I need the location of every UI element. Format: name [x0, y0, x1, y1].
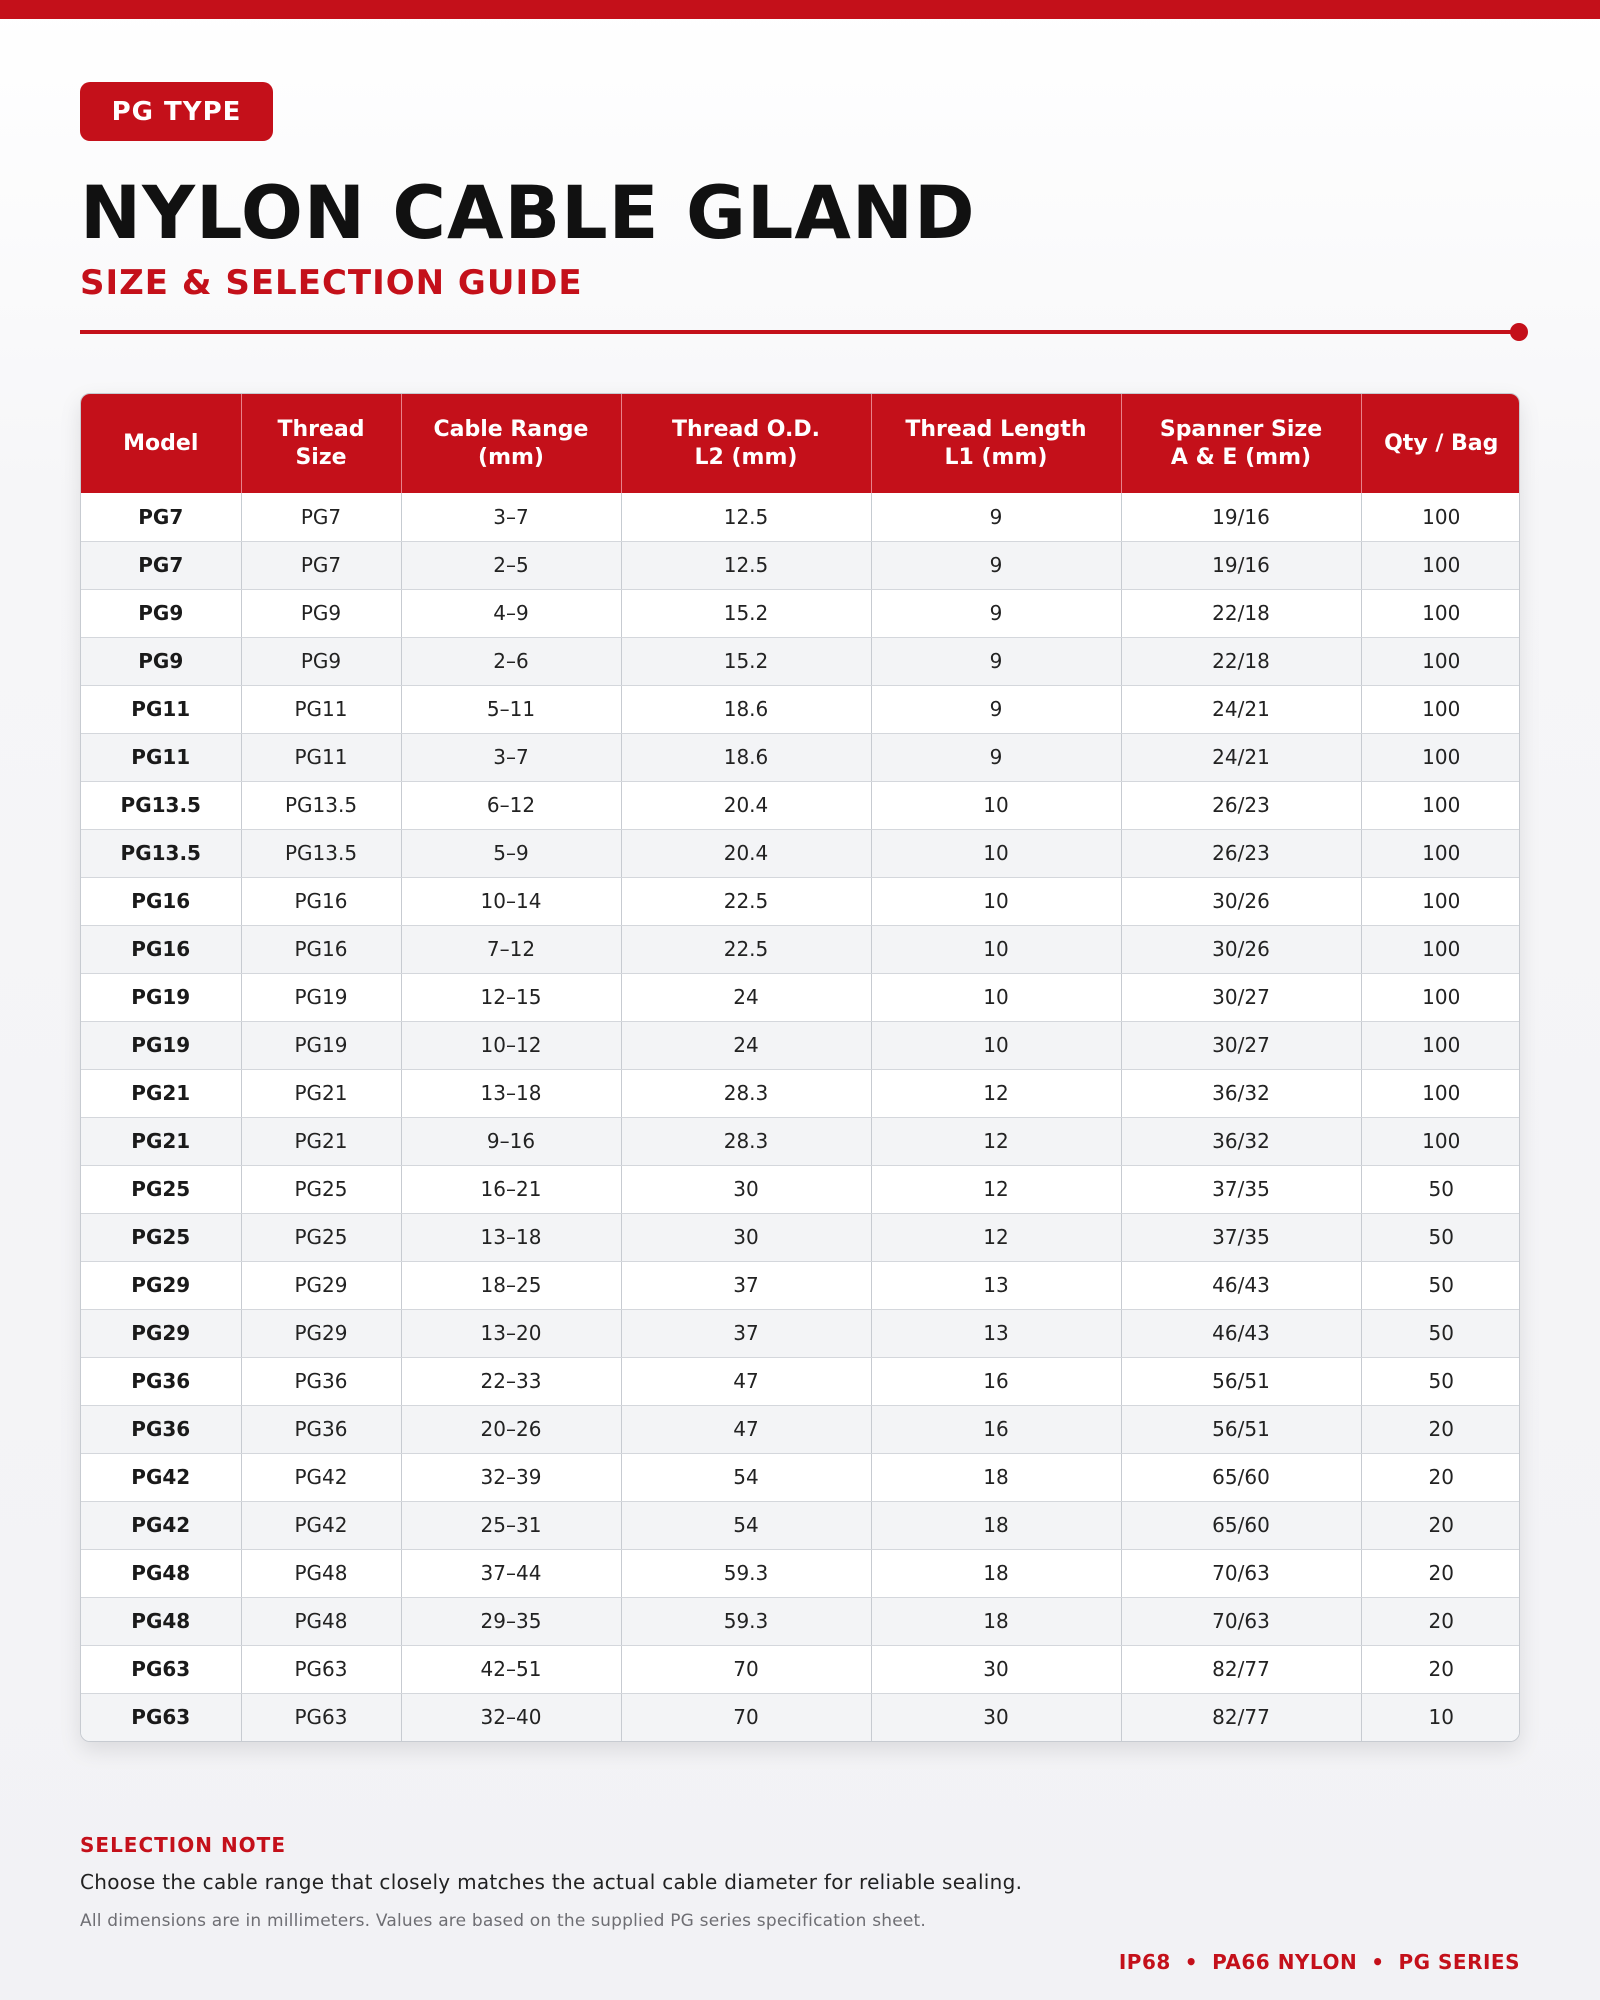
table-row	[81, 1357, 1520, 1405]
table-cell: PG9	[81, 589, 241, 637]
table-row	[81, 877, 1520, 925]
table-cell: PG13.5	[81, 829, 241, 877]
table-cell: 100	[1361, 829, 1520, 877]
table-cell: 100	[1361, 589, 1520, 637]
table-cell: PG19	[241, 973, 401, 1021]
table-cell: 10	[871, 925, 1121, 973]
table-cell: 100	[1361, 685, 1520, 733]
table-row	[81, 829, 1520, 877]
table-cell: PG19	[81, 1021, 241, 1069]
table-cell: 15.2	[621, 589, 871, 637]
table-cell: 54	[621, 1453, 871, 1501]
table-cell: 28.3	[621, 1117, 871, 1165]
table-cell: 50	[1361, 1213, 1520, 1261]
table-cell: PG7	[81, 541, 241, 589]
table-cell: 50	[1361, 1165, 1520, 1213]
table-row	[81, 541, 1520, 589]
column-header	[1361, 394, 1520, 493]
table-cell: PG9	[81, 637, 241, 685]
table-cell: 32–40	[401, 1693, 621, 1741]
size-table-container	[80, 393, 1520, 1742]
table-cell: 59.3	[621, 1597, 871, 1645]
table-cell: 82/77	[1121, 1645, 1361, 1693]
table-cell: 50	[1361, 1357, 1520, 1405]
table-cell: 100	[1361, 493, 1520, 541]
table-cell: 9	[871, 637, 1121, 685]
table-cell: 12.5	[621, 541, 871, 589]
table-cell: 65/60	[1121, 1453, 1361, 1501]
table-cell: 100	[1361, 733, 1520, 781]
table-cell: 30/27	[1121, 1021, 1361, 1069]
table-cell: PG9	[241, 589, 401, 637]
table-row	[81, 1549, 1520, 1597]
table-cell: 22.5	[621, 877, 871, 925]
table-cell: 20–26	[401, 1405, 621, 1453]
table-header	[81, 394, 1520, 493]
table-cell: PG25	[241, 1165, 401, 1213]
table-cell: 32–39	[401, 1453, 621, 1501]
page-title: NYLON CABLE GLAND	[80, 171, 976, 256]
table-cell: 100	[1361, 637, 1520, 685]
table-cell: 37	[621, 1309, 871, 1357]
table-cell: PG48	[81, 1549, 241, 1597]
table-cell: PG29	[81, 1261, 241, 1309]
table-cell: 37/35	[1121, 1165, 1361, 1213]
table-cell: 12	[871, 1213, 1121, 1261]
table-cell: PG63	[81, 1693, 241, 1741]
table-cell: PG48	[241, 1597, 401, 1645]
table-cell: 12	[871, 1117, 1121, 1165]
table-cell: 29–35	[401, 1597, 621, 1645]
table-cell: 20	[1361, 1645, 1520, 1693]
column-header-line: Thread Length	[905, 416, 1087, 442]
table-cell: PG21	[81, 1069, 241, 1117]
column-header-line: A & E (mm)	[1170, 444, 1312, 470]
table-cell: PG13.5	[241, 829, 401, 877]
table-cell: 56/51	[1121, 1405, 1361, 1453]
table-cell: 13–18	[401, 1069, 621, 1117]
table-row	[81, 1261, 1520, 1309]
table-cell: PG29	[241, 1261, 401, 1309]
column-header-line: Thread O.D.	[672, 416, 820, 442]
table-cell: 30/26	[1121, 877, 1361, 925]
footer-tag: PA66 NYLON	[1212, 1950, 1358, 1974]
table-cell: 5–11	[401, 685, 621, 733]
table-row	[81, 685, 1520, 733]
table-cell: 30	[621, 1213, 871, 1261]
column-header	[871, 394, 1121, 493]
column-header-line: Qty / Bag	[1384, 430, 1499, 456]
table-row	[81, 1213, 1520, 1261]
top-accent-bar	[0, 0, 1600, 19]
table-cell: PG13.5	[81, 781, 241, 829]
column-header-line: Model	[123, 430, 199, 456]
table-cell: PG42	[81, 1501, 241, 1549]
table-cell: PG36	[241, 1405, 401, 1453]
table-cell: 70/63	[1121, 1549, 1361, 1597]
table-cell: 24/21	[1121, 685, 1361, 733]
table-cell: 22/18	[1121, 637, 1361, 685]
table-cell: 30/26	[1121, 925, 1361, 973]
table-cell: 12	[871, 1165, 1121, 1213]
column-header-line: Spanner Size	[1159, 416, 1323, 442]
table-cell: 10–12	[401, 1021, 621, 1069]
table-cell: 100	[1361, 1021, 1520, 1069]
table-cell: 9	[871, 589, 1121, 637]
table-cell: 9	[871, 493, 1121, 541]
table-cell: 4–9	[401, 589, 621, 637]
table-cell: 46/43	[1121, 1261, 1361, 1309]
table-cell: PG19	[81, 973, 241, 1021]
size-table	[81, 394, 1520, 1741]
table-cell: 20	[1361, 1501, 1520, 1549]
table-cell: PG13.5	[241, 781, 401, 829]
table-cell: 20.4	[621, 781, 871, 829]
table-cell: PG42	[241, 1453, 401, 1501]
table-cell: 100	[1361, 781, 1520, 829]
page-subtitle: SIZE & SELECTION GUIDE	[80, 263, 583, 303]
table-cell: 9	[871, 685, 1121, 733]
table-cell: 22/18	[1121, 589, 1361, 637]
table-cell: PG48	[241, 1549, 401, 1597]
table-cell: 10	[871, 877, 1121, 925]
table-cell: 15.2	[621, 637, 871, 685]
column-header-line: Cable Range	[433, 416, 589, 442]
table-cell: 100	[1361, 1117, 1520, 1165]
column-header	[1121, 394, 1361, 493]
table-row	[81, 1453, 1520, 1501]
table-cell: 30	[621, 1165, 871, 1213]
footer-tags	[1119, 1950, 1520, 1974]
table-cell: 25–31	[401, 1501, 621, 1549]
table-cell: 26/23	[1121, 781, 1361, 829]
table-row	[81, 493, 1520, 541]
table-cell: 20.4	[621, 829, 871, 877]
table-cell: 26/23	[1121, 829, 1361, 877]
table-cell: 37	[621, 1261, 871, 1309]
table-cell: PG25	[241, 1213, 401, 1261]
table-cell: PG63	[241, 1645, 401, 1693]
table-cell: 100	[1361, 973, 1520, 1021]
table-cell: 70	[621, 1645, 871, 1693]
table-row	[81, 1645, 1520, 1693]
table-cell: 10	[871, 829, 1121, 877]
table-cell: 5–9	[401, 829, 621, 877]
table-cell: PG29	[81, 1309, 241, 1357]
table-cell: 10	[871, 781, 1121, 829]
table-cell: 50	[1361, 1261, 1520, 1309]
table-row	[81, 925, 1520, 973]
table-cell: 59.3	[621, 1549, 871, 1597]
table-cell: PG11	[241, 685, 401, 733]
table-cell: 20	[1361, 1405, 1520, 1453]
table-cell: PG16	[81, 877, 241, 925]
table-cell: PG21	[81, 1117, 241, 1165]
table-cell: 50	[1361, 1309, 1520, 1357]
divider-dot	[1510, 323, 1528, 341]
table-cell: PG48	[81, 1597, 241, 1645]
table-row	[81, 1165, 1520, 1213]
table-row	[81, 1693, 1520, 1741]
table-cell: 18	[871, 1453, 1121, 1501]
footer-tag: PG SERIES	[1398, 1950, 1520, 1974]
table-cell: 37/35	[1121, 1213, 1361, 1261]
table-cell: PG29	[241, 1309, 401, 1357]
table-cell: 100	[1361, 1069, 1520, 1117]
column-header-line: L1 (mm)	[944, 444, 1048, 470]
table-cell: 18.6	[621, 685, 871, 733]
table-cell: 47	[621, 1405, 871, 1453]
table-cell: 10	[1361, 1693, 1520, 1741]
table-cell: PG36	[81, 1357, 241, 1405]
table-cell: PG21	[241, 1117, 401, 1165]
table-cell: PG16	[241, 877, 401, 925]
table-cell: 18.6	[621, 733, 871, 781]
table-row	[81, 1021, 1520, 1069]
table-cell: 12	[871, 1069, 1121, 1117]
table-cell: 3–7	[401, 733, 621, 781]
table-cell: 13–18	[401, 1213, 621, 1261]
table-cell: 18–25	[401, 1261, 621, 1309]
footer-separator: •	[1184, 1950, 1199, 1974]
table-cell: PG7	[81, 493, 241, 541]
table-row	[81, 973, 1520, 1021]
table-cell: 100	[1361, 925, 1520, 973]
table-cell: PG7	[241, 493, 401, 541]
table-cell: 13–20	[401, 1309, 621, 1357]
table-row	[81, 1405, 1520, 1453]
table-cell: 37–44	[401, 1549, 621, 1597]
footer-tag: IP68	[1118, 1950, 1171, 1974]
table-row	[81, 733, 1520, 781]
table-cell: 70/63	[1121, 1597, 1361, 1645]
table-cell: 18	[871, 1501, 1121, 1549]
table-row	[81, 1309, 1520, 1357]
table-cell: 56/51	[1121, 1357, 1361, 1405]
table-cell: 9	[871, 541, 1121, 589]
table-cell: PG21	[241, 1069, 401, 1117]
table-cell: 30	[871, 1645, 1121, 1693]
table-cell: 9–16	[401, 1117, 621, 1165]
table-cell: 28.3	[621, 1069, 871, 1117]
table-cell: 18	[871, 1597, 1121, 1645]
table-cell: 82/77	[1121, 1693, 1361, 1741]
table-cell: 6–12	[401, 781, 621, 829]
table-cell: 24/21	[1121, 733, 1361, 781]
table-cell: PG63	[81, 1645, 241, 1693]
table-cell: 16	[871, 1357, 1121, 1405]
table-cell: 10	[871, 1021, 1121, 1069]
column-header	[401, 394, 621, 493]
table-cell: 65/60	[1121, 1501, 1361, 1549]
table-cell: 18	[871, 1549, 1121, 1597]
table-body	[81, 493, 1520, 1741]
table-cell: PG11	[81, 685, 241, 733]
table-cell: 3–7	[401, 493, 621, 541]
table-cell: 100	[1361, 877, 1520, 925]
table-cell: PG63	[241, 1693, 401, 1741]
header-divider	[80, 330, 1520, 334]
table-header-row	[81, 394, 1520, 493]
table-cell: PG19	[241, 1021, 401, 1069]
table-cell: 30	[871, 1693, 1121, 1741]
table-cell: PG11	[81, 733, 241, 781]
table-cell: 19/16	[1121, 493, 1361, 541]
column-header	[81, 394, 241, 493]
table-cell: 13	[871, 1309, 1121, 1357]
table-cell: 54	[621, 1501, 871, 1549]
column-header-line: Thread	[277, 416, 365, 442]
table-row	[81, 637, 1520, 685]
column-header-line: (mm)	[478, 444, 544, 470]
table-cell: 2–6	[401, 637, 621, 685]
table-cell: PG42	[241, 1501, 401, 1549]
column-header-line: L2 (mm)	[694, 444, 798, 470]
table-cell: 16–21	[401, 1165, 621, 1213]
table-row	[81, 1597, 1520, 1645]
table-cell: PG16	[241, 925, 401, 973]
table-cell: 20	[1361, 1453, 1520, 1501]
column-header	[241, 394, 401, 493]
table-cell: 19/16	[1121, 541, 1361, 589]
table-cell: 16	[871, 1405, 1121, 1453]
type-badge: PG TYPE	[80, 82, 273, 141]
table-cell: 12–15	[401, 973, 621, 1021]
table-cell: 13	[871, 1261, 1121, 1309]
table-cell: 12.5	[621, 493, 871, 541]
table-cell: PG16	[81, 925, 241, 973]
table-cell: 10	[871, 973, 1121, 1021]
table-cell: 22–33	[401, 1357, 621, 1405]
table-cell: 24	[621, 973, 871, 1021]
dimensions-footnote: All dimensions are in millimeters. Values are based on the supplied PG series specification sheet.	[80, 1911, 927, 1931]
table-cell: PG25	[81, 1213, 241, 1261]
table-cell: 9	[871, 733, 1121, 781]
table-cell: 70	[621, 1693, 871, 1741]
selection-note-text: Choose the cable range that closely matches the actual cable diameter for reliable sealing.	[80, 1870, 1023, 1894]
table-cell: PG11	[241, 733, 401, 781]
footer-separator: •	[1371, 1950, 1385, 1974]
table-cell: 20	[1361, 1549, 1520, 1597]
table-row	[81, 1117, 1520, 1165]
table-row	[81, 589, 1520, 637]
table-cell: 20	[1361, 1597, 1520, 1645]
table-cell: 22.5	[621, 925, 871, 973]
table-cell: 7–12	[401, 925, 621, 973]
table-cell: 42–51	[401, 1645, 621, 1693]
table-cell: 30/27	[1121, 973, 1361, 1021]
table-cell: PG7	[241, 541, 401, 589]
table-cell: PG36	[241, 1357, 401, 1405]
table-row	[81, 1501, 1520, 1549]
table-cell: PG9	[241, 637, 401, 685]
table-cell: 47	[621, 1357, 871, 1405]
column-header-line: Size	[295, 444, 347, 470]
table-cell: PG42	[81, 1453, 241, 1501]
selection-note-label: SELECTION NOTE	[80, 1833, 286, 1857]
table-cell: PG25	[81, 1165, 241, 1213]
table-cell: 2–5	[401, 541, 621, 589]
column-header	[621, 394, 871, 493]
table-cell: 24	[621, 1021, 871, 1069]
table-cell: 10–14	[401, 877, 621, 925]
table-cell: 36/32	[1121, 1069, 1361, 1117]
table-cell: 36/32	[1121, 1117, 1361, 1165]
table-cell: PG36	[81, 1405, 241, 1453]
table-cell: 46/43	[1121, 1309, 1361, 1357]
table-row	[81, 1069, 1520, 1117]
table-cell: 100	[1361, 541, 1520, 589]
table-row	[81, 781, 1520, 829]
